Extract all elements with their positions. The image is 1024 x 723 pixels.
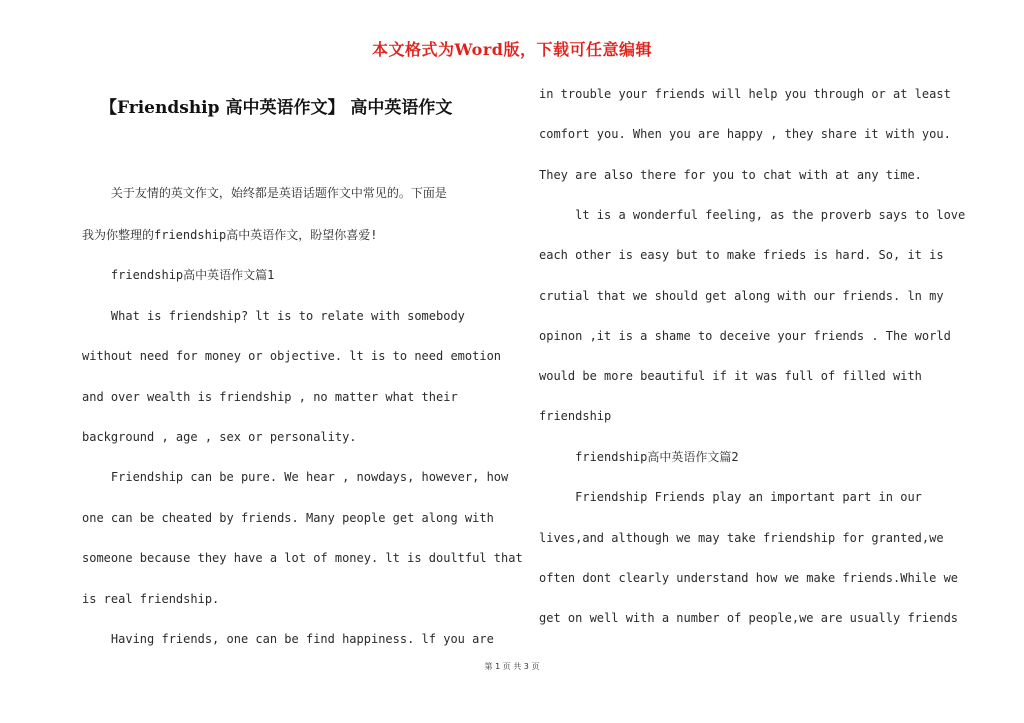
right-line: comfort you. When you are happy , they share it with you. [539, 127, 951, 141]
right-line: get on well with a number of people,we are usually friends [539, 611, 959, 625]
right-line: They are also there for you to chat with at any time. [539, 168, 922, 182]
right-line: would be more beautiful if it was full of filled with [539, 369, 922, 383]
right-line: crutial that we should get along with our friends. ln my [539, 289, 944, 303]
left-column [82, 0, 523, 723]
left-line: is real friendship. [82, 592, 220, 606]
right-line: lt is a wonderful feeling, as the proverb says to love [539, 208, 966, 222]
right-line: often dont clearly understand how we make friends.While we [539, 571, 959, 585]
right-line: friendship [539, 409, 612, 423]
right-line: each other is easy but to make frieds is hard. So, it is [539, 248, 944, 262]
left-line: friendship高中英语作文篇1 [82, 268, 275, 282]
left-line: and over wealth is friendship , no matter what their [82, 390, 458, 404]
article-title: 【Friendship 高中英语作文】 高中英语作文 [100, 98, 453, 118]
right-line: Friendship Friends play an important part in our [539, 490, 922, 504]
left-line: Friendship can be pure. We hear , nowdays, however, how [82, 470, 509, 484]
page-number-footer: 第 1 页 共 3 页 [484, 662, 540, 671]
left-line: one can be cheated by friends. Many people get along with [82, 511, 494, 525]
right-line: friendship高中英语作文篇2 [539, 450, 739, 464]
left-line: someone because they have a lot of money. lt is doultful that [82, 551, 523, 565]
right-line: in trouble your friends will help you through or at least [539, 87, 951, 101]
right-line: opinon ,it is a shame to deceive your friends . The world [539, 329, 951, 343]
right-line: lives,and although we may take friendship for granted,we [539, 531, 944, 545]
right-column [539, 0, 979, 723]
word-format-banner: 本文格式为Word版，下载可任意编辑 [372, 40, 652, 59]
left-line: without need for money or objective. lt is to need emotion [82, 349, 502, 363]
left-line: 关于友情的英文作文，始终都是英语话题作文中常见的。下面是 [82, 186, 447, 200]
left-line: background , age , sex or personality. [82, 430, 357, 444]
left-line: 我为你整理的friendship高中英语作文，盼望你喜爱! [82, 228, 378, 242]
left-line: Having friends, one can be find happiness. lf you are [82, 632, 494, 646]
left-line: What is friendship? lt is to relate with somebody [82, 309, 465, 323]
